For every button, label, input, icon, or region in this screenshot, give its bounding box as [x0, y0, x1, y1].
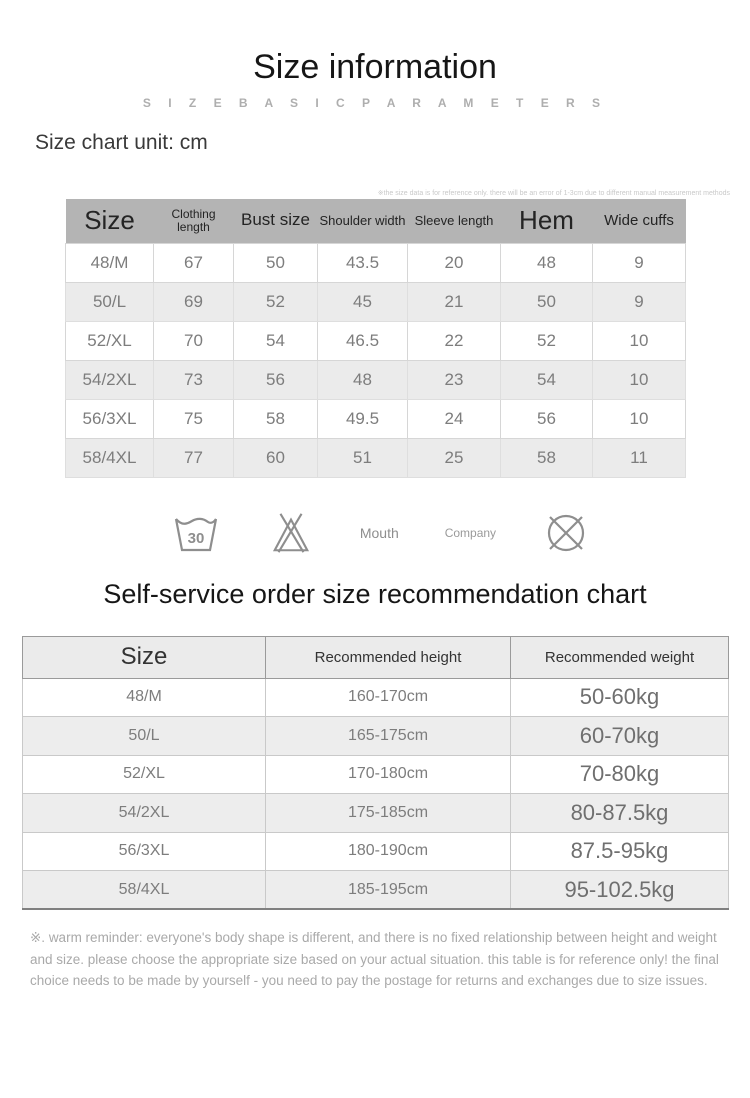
size-table-body	[66, 243, 686, 477]
table-cell: 50	[234, 243, 318, 282]
table-cell: 70-80kg	[511, 755, 729, 794]
recommendation-table-header	[23, 636, 729, 678]
table-cell: 67	[154, 243, 234, 282]
table-cell: 56/3XL	[66, 399, 154, 438]
table-cell: 10	[593, 360, 686, 399]
table-row	[23, 678, 729, 717]
table-row	[66, 243, 686, 282]
table-cell: 50-60kg	[511, 678, 729, 717]
table-row	[23, 794, 729, 833]
table-cell: 20	[408, 243, 501, 282]
table-cell: 48/M	[23, 678, 266, 717]
table-cell: 58/4XL	[66, 438, 154, 477]
table-cell: 51	[318, 438, 408, 477]
table-cell: 185-195cm	[266, 871, 511, 910]
table-cell: 60	[234, 438, 318, 477]
size-recommendation-section	[22, 636, 750, 911]
size-parameters-section	[65, 199, 750, 478]
table-row	[23, 832, 729, 871]
table-cell: 9	[593, 243, 686, 282]
table-row	[23, 717, 729, 756]
page-title: Size information	[253, 48, 497, 86]
table-cell: 43.5	[318, 243, 408, 282]
table-cell: 170-180cm	[266, 755, 511, 794]
table-row	[23, 871, 729, 910]
table-cell: 80-87.5kg	[511, 794, 729, 833]
measurement-disclaimer: ※the size data is for reference only. there will be an error of 1-3cm due to different manual measurement methods	[377, 190, 730, 197]
table-cell: 58	[234, 399, 318, 438]
care-label-mouth: Mouth	[359, 524, 399, 541]
wash-30-icon	[170, 510, 222, 556]
table-row	[66, 282, 686, 321]
table-cell: 160-170cm	[266, 678, 511, 717]
table-cell: 75	[154, 399, 234, 438]
table-cell: 10	[593, 321, 686, 360]
unit-label: Size chart unit: cm	[35, 131, 208, 154]
page-subtitle: S I Z E B A S I C P A R A M E T E R S	[142, 96, 608, 110]
table-cell: 56	[234, 360, 318, 399]
table-cell: 49.5	[318, 399, 408, 438]
col-recommended-weight: Recommended weight	[511, 636, 729, 678]
table-cell: 54/2XL	[66, 360, 154, 399]
table-cell: 22	[408, 321, 501, 360]
col-recommended-height: Recommended height	[266, 636, 511, 678]
col-size: Size	[66, 199, 154, 243]
care-instructions-row	[160, 509, 590, 557]
table-cell: 10	[593, 399, 686, 438]
size-recommendation-table	[22, 636, 729, 911]
size-table-header	[66, 199, 686, 243]
warm-reminder-note: ※. warm reminder: everyone's body shape is different, and there is no fixed relationship between height and weight and size. please choose the appropriate size based on your actual situation. this table is for reference only! the final choice needs to be made by yourself - you need to pay the postage for returns and exchanges due to size issues.	[30, 930, 719, 989]
table-cell: 58/4XL	[23, 871, 266, 910]
size-info-page	[0, 48, 750, 1098]
table-cell: 21	[408, 282, 501, 321]
table-cell: 24	[408, 399, 501, 438]
col-clothing-length: Clothing length	[154, 199, 234, 243]
table-cell: 180-190cm	[266, 832, 511, 871]
table-header-row	[66, 199, 686, 243]
table-row	[66, 360, 686, 399]
table-row	[66, 321, 686, 360]
size-parameters-table	[65, 199, 686, 478]
table-cell: 87.5-95kg	[511, 832, 729, 871]
svg-text:30: 30	[187, 529, 205, 547]
col-shoulder-width: Shoulder width	[318, 199, 408, 243]
table-cell: 48/M	[66, 243, 154, 282]
table-cell: 95-102.5kg	[511, 871, 729, 910]
recommendation-table-body	[23, 678, 729, 909]
col-size: Size	[23, 636, 266, 678]
table-header-row	[23, 636, 729, 678]
table-row	[23, 755, 729, 794]
recommendation-chart-title: Self-service order size recommendation chart	[103, 578, 647, 609]
table-cell: 69	[154, 282, 234, 321]
table-cell: 165-175cm	[266, 717, 511, 756]
table-cell: 56/3XL	[23, 832, 266, 871]
care-label-company: Company	[444, 525, 497, 540]
table-cell: 58	[501, 438, 593, 477]
table-cell: 9	[593, 282, 686, 321]
col-bust-size: Bust size	[234, 199, 318, 243]
table-cell: 70	[154, 321, 234, 360]
table-cell: 77	[154, 438, 234, 477]
table-cell: 54/2XL	[23, 794, 266, 833]
table-cell: 11	[593, 438, 686, 477]
table-cell: 52/XL	[23, 755, 266, 794]
table-cell: 54	[234, 321, 318, 360]
do-not-bleach-icon	[268, 510, 314, 556]
col-wide-cuffs: Wide cuffs	[593, 199, 686, 243]
table-cell: 45	[318, 282, 408, 321]
table-cell: 50	[501, 282, 593, 321]
table-cell: 56	[501, 399, 593, 438]
table-cell: 50/L	[23, 717, 266, 756]
table-cell: 46.5	[318, 321, 408, 360]
table-cell: 48	[318, 360, 408, 399]
col-hem: Hem	[501, 199, 593, 243]
do-not-tumble-dry-icon	[542, 509, 590, 557]
table-cell: 73	[154, 360, 234, 399]
table-cell: 54	[501, 360, 593, 399]
table-cell: 175-185cm	[266, 794, 511, 833]
table-row	[66, 438, 686, 477]
table-row	[66, 399, 686, 438]
table-cell: 52	[234, 282, 318, 321]
table-cell: 25	[408, 438, 501, 477]
table-cell: 48	[501, 243, 593, 282]
table-cell: 52/XL	[66, 321, 154, 360]
table-cell: 52	[501, 321, 593, 360]
col-sleeve-length: Sleeve length	[408, 199, 501, 243]
table-cell: 23	[408, 360, 501, 399]
table-cell: 50/L	[66, 282, 154, 321]
table-cell: 60-70kg	[511, 717, 729, 756]
